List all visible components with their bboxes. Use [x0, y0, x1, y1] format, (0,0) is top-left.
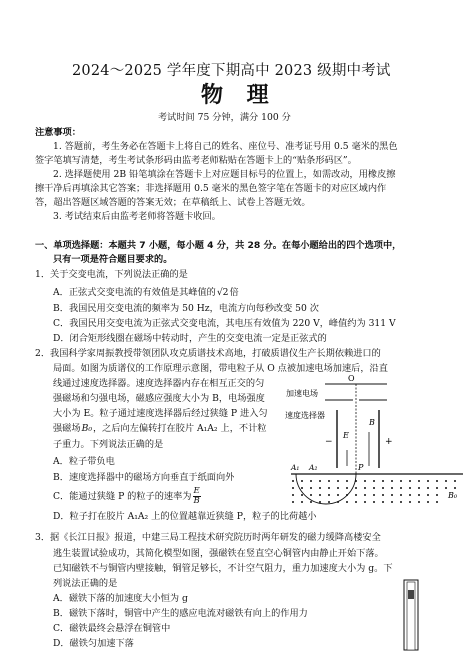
note-2-line-2: 擦干净后再填涂其它答案；非选择题用 0.5 毫米的黑色签字笔在答题卡的对应区域内作	[35, 183, 387, 194]
point-o-label: O	[348, 374, 355, 383]
field-dot	[427, 494, 429, 496]
q2-option-d: D．粒子打在胶片 A₁A₂ 上的位置越靠近狭缝 P，粒子的比荷越小	[53, 511, 317, 522]
field-dot	[337, 480, 339, 482]
q1-stem: 1．关于交变电流，下列说法正确的是	[35, 269, 188, 280]
field-dot	[364, 480, 366, 482]
field-dot	[436, 480, 438, 482]
slit-p-label: P	[358, 463, 364, 472]
q2-line-4: 强磁场和匀强电场，磁感应强度大小为 B，电场强度	[53, 393, 265, 404]
field-dot	[427, 480, 429, 482]
mass-spectrometer-diagram	[285, 370, 465, 508]
field-dot	[328, 487, 330, 489]
field-dot	[373, 501, 375, 503]
q2-line-6-b0: B₀	[81, 423, 92, 434]
field-dot	[355, 480, 357, 482]
field-dot	[301, 480, 303, 482]
field-dot	[418, 501, 420, 503]
note-1-line-1: 1. 答题前，考生务必在答题卡上将自己的姓名、座位号、准考证号用 0.5 毫米的黑色	[53, 141, 398, 152]
q2-option-a: A．粒子带负电	[53, 456, 115, 467]
note-2-line-3: 答，超出答题区域答题的答案无效；在草稿纸上、试卷上答题无效。	[35, 197, 311, 208]
magnet-icon	[408, 590, 414, 599]
accel-field-label: 加速电场	[286, 389, 318, 398]
q2-line-3: 线通过速度选择器。速度选择器内存在相互正交的匀	[53, 378, 265, 389]
field-dot	[292, 487, 294, 489]
q2-option-c-fraction	[193, 487, 201, 506]
field-dot	[391, 501, 393, 503]
field-dot	[373, 494, 375, 496]
field-dot	[400, 480, 402, 482]
field-dot	[337, 501, 339, 503]
field-dot	[346, 501, 348, 503]
field-dot	[355, 494, 357, 496]
q2-line-1: 2．我国科学家周振教授带领团队攻克质谱技术高地，打破质谱仪生产长期依赖进口的	[35, 348, 381, 359]
q2-option-c	[53, 487, 202, 507]
q3-option-c: C．磁铁最终会悬浮在铜管中	[53, 623, 171, 634]
field-dot	[418, 494, 420, 496]
field-dot	[382, 501, 384, 503]
q1-option-a	[53, 288, 239, 297]
field-dot	[436, 501, 438, 503]
plus-sign: +	[385, 437, 393, 447]
fraction-denominator: B	[193, 496, 200, 506]
b0-label: B₀	[448, 491, 458, 500]
field-dot	[436, 494, 438, 496]
field-dot	[337, 487, 339, 489]
exam-title: 2024～2025 学年度下期高中 2023 级期中考试	[72, 63, 391, 79]
q2-line-6-post: ，之后向左偏转打在胶片 A₁A₂ 上，不计粒	[93, 423, 267, 434]
section1-heading-line-2: 只有一项是符合题目要求的。	[53, 254, 173, 265]
field-e-label: E	[343, 431, 349, 440]
field-dot	[382, 480, 384, 482]
field-dot	[391, 487, 393, 489]
field-dot	[409, 494, 411, 496]
field-dot	[292, 480, 294, 482]
q1-option-b: B．我国民用交变电流的频率为 50 Hz，电流方向每秒改变 50 次	[53, 303, 319, 314]
field-dot	[319, 501, 321, 503]
magnetic-field-dots	[292, 480, 456, 503]
field-dot	[373, 480, 375, 482]
a1-label: A₁	[291, 463, 300, 472]
q2-option-c-text: C．能通过狭缝 P 的粒子的速率为	[53, 491, 192, 502]
q1-option-d: D．闭合矩形线圈在磁场中转动时，产生的交变电流一定是正弦式的	[53, 333, 327, 344]
field-dot	[400, 501, 402, 503]
field-dot	[373, 487, 375, 489]
q2-line-2: 局面。如图为质谱仪的工作原理示意图，带电粒子从 O 点被加速电场加速后，沿直	[53, 363, 388, 374]
field-dot	[409, 501, 411, 503]
q1-option-a-text: A．正弦式交变电流的有效值是其峰值的	[53, 287, 216, 298]
field-dot	[364, 501, 366, 503]
q1-sqrt2: √2	[216, 287, 229, 298]
q3-option-a: A．磁铁下落的加速度大小恒为 g	[53, 593, 188, 604]
field-dot	[382, 494, 384, 496]
q3-line-1: 3．据《长江日报》报道，中建三局工程技术研究院历时两年研发的磁力缓降高楼安全	[35, 532, 381, 543]
field-dot	[364, 487, 366, 489]
q3-option-d: D．磁铁匀加速下落	[53, 638, 134, 649]
note-1-line-2: 签字笔填写清楚，考生考试条形码由监考老师粘贴在答题卡上的“贴条形码区”。	[35, 155, 357, 166]
q3-option-b: B．磁铁下落时，铜管中产生的感应电流对磁铁有向上的作用力	[53, 608, 308, 619]
field-dot	[409, 487, 411, 489]
field-dot	[346, 480, 348, 482]
field-dot	[400, 487, 402, 489]
q3-line-3: 已知磁铁不与铜管内壁接触，铜管足够长，不计空气阻力，重力加速度大小为 g。下	[53, 563, 393, 574]
q3-line-2: 逃生装置试验成功，其简化模型如图，强磁铁在竖直空心铜管内由静止开始下落。	[53, 548, 384, 559]
field-dot	[310, 480, 312, 482]
field-dot	[454, 480, 456, 482]
q1-option-c: C．我国民用交变电流为正弦式交变电流，其电压有效值为 220 V，峰值约为 311 V	[53, 318, 396, 329]
q3-line-4: 列说法正确的是	[53, 578, 118, 589]
field-dot	[301, 501, 303, 503]
field-dot	[301, 487, 303, 489]
exam-time-score: 考试时间 75 分钟，满分 100 分	[158, 112, 291, 123]
field-dot	[409, 480, 411, 482]
subject-title: 物 理	[201, 82, 277, 108]
copper-tube-diagram	[401, 578, 423, 651]
field-dot	[328, 494, 330, 496]
field-dot	[355, 501, 357, 503]
field-dot	[445, 487, 447, 489]
field-dot	[382, 487, 384, 489]
section1-heading-line-1: 一、单项选择题：本题共 7 小题，每小题 4 分，共 28 分。在每小题给出的四个选项中，	[35, 240, 402, 251]
field-dot	[319, 480, 321, 482]
q2-line-6	[53, 424, 266, 433]
field-dot	[454, 487, 456, 489]
a2-label: A₂	[309, 463, 318, 472]
q2-line-6-pre: 强磁场	[53, 423, 81, 434]
field-dot	[418, 480, 420, 482]
q1-option-a-suffix: 倍	[229, 287, 239, 298]
notes-heading: 注意事项：	[35, 127, 81, 138]
fraction-numerator: E	[193, 486, 200, 496]
minus-sign: −	[325, 437, 333, 447]
q2-option-b: B．速度选择器中的磁场方向垂直于纸面向外	[53, 472, 235, 483]
field-dot	[328, 501, 330, 503]
field-dot	[310, 501, 312, 503]
field-dot	[292, 501, 294, 503]
q2-line-5: 大小为 E。粒子通过速度选择器后经过狭缝 P 进入匀	[53, 408, 268, 419]
field-dot	[292, 494, 294, 496]
field-dot	[400, 494, 402, 496]
field-dot	[337, 494, 339, 496]
field-dot	[319, 494, 321, 496]
note-2-line-1: 2. 选择题使用 2B 铅笔填涂在答题卡上对应题目标号的位置上，如需改动，用橡皮擦	[53, 169, 396, 180]
field-dot	[418, 487, 420, 489]
field-dot	[301, 494, 303, 496]
field-dot	[328, 480, 330, 482]
field-b-label: B	[369, 418, 375, 427]
field-dot	[310, 494, 312, 496]
velocity-selector-label: 速度选择器	[285, 411, 325, 420]
field-dot	[445, 480, 447, 482]
field-dot	[319, 487, 321, 489]
field-dot	[364, 494, 366, 496]
note-3: 3. 考试结束后由监考老师将答题卡收回。	[53, 211, 221, 222]
field-dot	[310, 487, 312, 489]
field-dot	[391, 494, 393, 496]
field-dot	[427, 487, 429, 489]
field-dot	[391, 480, 393, 482]
field-dot	[436, 487, 438, 489]
field-dot	[346, 487, 348, 489]
q2-line-7: 子重力。下列说法正确的是	[53, 439, 164, 450]
field-dot	[346, 494, 348, 496]
field-dot	[355, 487, 357, 489]
field-dot	[427, 501, 429, 503]
